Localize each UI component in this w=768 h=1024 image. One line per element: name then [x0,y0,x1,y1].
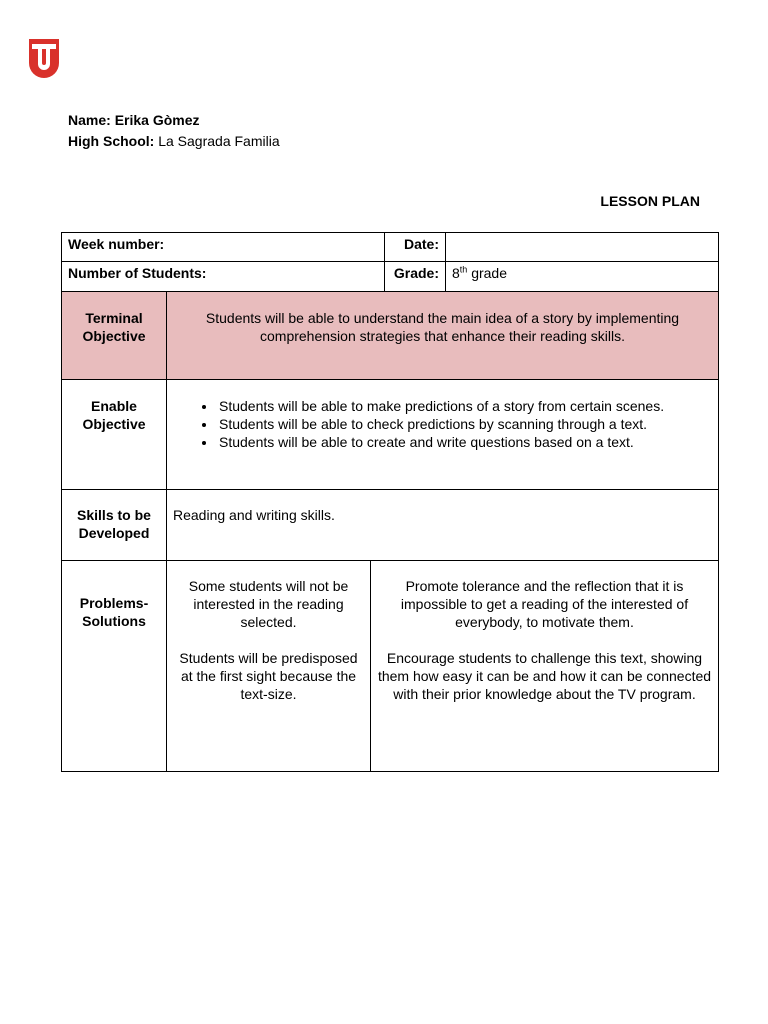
document-title: LESSON PLAN [600,193,700,209]
lesson-plan-table [61,232,719,772]
enable-objective-label [62,380,167,490]
problems-label-line2: Solutions [82,613,146,629]
skills-label-line2: Developed [78,525,150,541]
school-line [68,131,280,152]
problems-cell [167,561,371,772]
problem-item: Some students will not be interested in the reading selected. [188,578,349,630]
problems-label-line1: Problems- [79,595,149,611]
list-item: • Students will be able to make predictions of a story from certain scenes. [217,397,718,415]
terminal-objective-row [62,292,719,380]
enable-objective-content [167,380,719,490]
terminal-objective-label [62,292,167,380]
skills-text: Reading and writing skills. [167,490,719,561]
students-row [62,262,719,292]
enable-label-line2: Objective [82,416,146,432]
problem-item: Students will be predisposed at the first sight because the text-size. [179,650,358,702]
skills-row [62,490,719,561]
enable-label-line1: Enable [91,398,137,414]
solutions-cell [371,561,719,772]
grade-value [446,262,719,292]
school-label: High School: [68,133,155,149]
student-info [68,110,280,152]
list-item: • Students will be able to check predictions by scanning through a text. [217,415,718,433]
number-of-students-label: Number of Students: [62,262,385,292]
problems-solutions-row [62,561,719,772]
name-label: Name: [68,112,111,128]
list-item: • Students will be able to create and write questions based on a text. [217,433,718,451]
grade-word: grade [467,265,508,281]
terminal-label-line1: Terminal [85,310,143,326]
grade-number: 8 [452,265,460,281]
grade-label: Grade: [385,262,446,292]
enable-objective-list [167,380,718,451]
problems-solutions-label [62,561,167,772]
date-label: Date: [385,233,446,262]
school-value: La Sagrada Familia [158,133,280,149]
name-value: Erika Gòmez [114,112,200,128]
solution-item: Promote tolerance and the reflection that it is impossible to get a reading of the interested of everybody, to motivate them. [400,578,689,630]
skills-label [62,490,167,561]
grade-suffix: th [459,264,468,275]
terminal-objective-text: Students will be able to understand the main idea of a story by implementing comprehension strategies that enhance their reading skills. [167,292,719,380]
date-value[interactable] [446,233,719,262]
name-line [68,110,280,131]
week-row [62,233,719,262]
solution-item: Encourage students to challenge this text, showing them how easy it can be and how it can be connected with their prior knowledge about the TV program. [377,650,712,702]
enable-objective-row [62,380,719,490]
terminal-label-line2: Objective [82,328,146,344]
week-number-label: Week number: [62,233,385,262]
university-logo-icon [29,39,59,78]
skills-label-line1: Skills to be [77,507,151,523]
